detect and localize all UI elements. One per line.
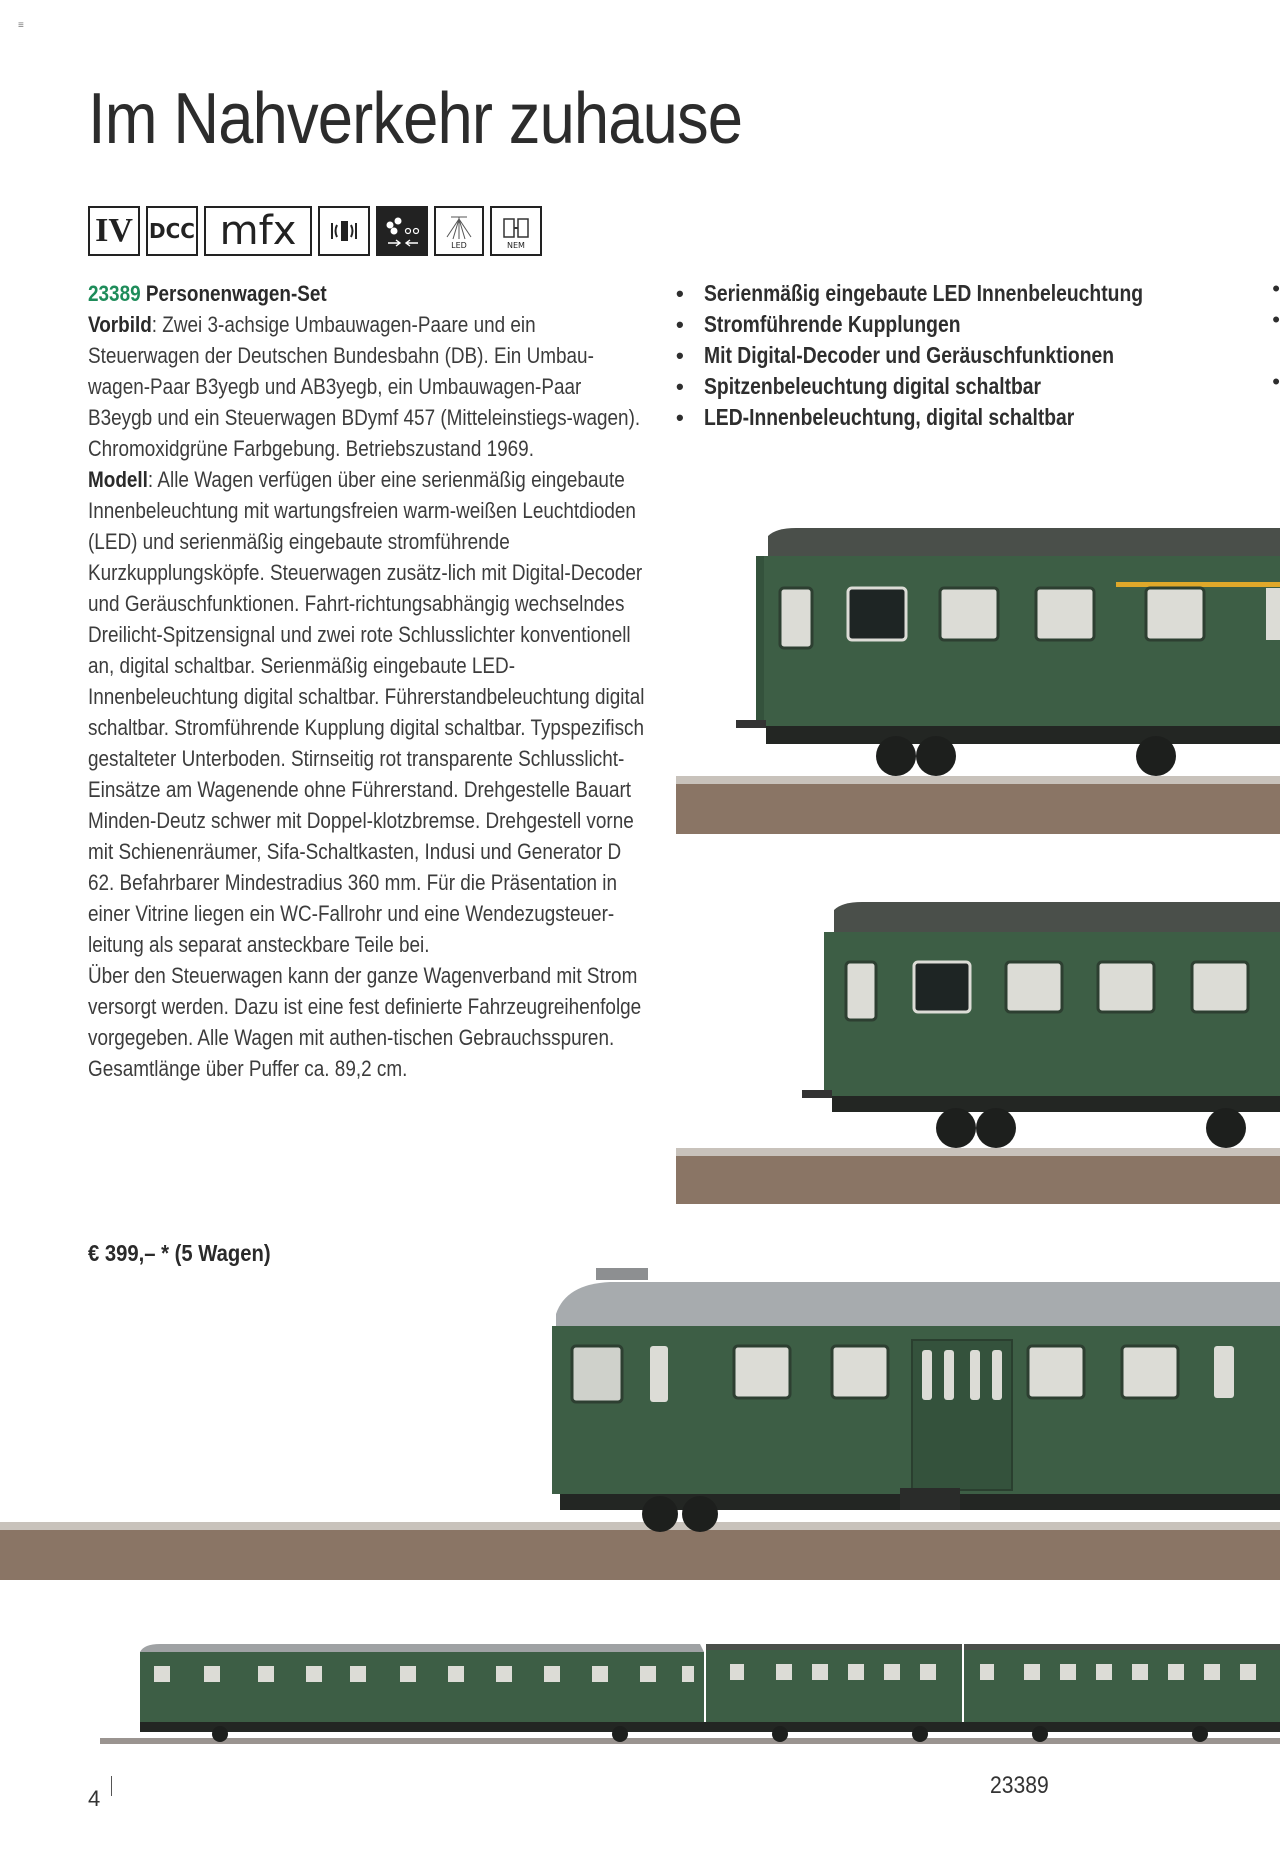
total-length: Gesamtlänge über Puffer ca. 89,2 cm. (88, 1056, 408, 1081)
feature-item: • LED-Innenbeleuchtung, digital schaltbar (676, 402, 1236, 433)
cutoff-bullet-icon: • (1272, 276, 1280, 301)
article-number: 23389 (88, 281, 141, 306)
feature-list (676, 278, 1236, 433)
led-lighting-icon (434, 206, 484, 256)
dcc-icon: DCC (146, 206, 198, 256)
footer-article-number: 23389 (990, 1772, 1049, 1799)
feature-item: • Stromführende Kupplungen (676, 309, 1236, 340)
vorbild-paragraph (88, 309, 647, 464)
light-function-icon (376, 206, 428, 256)
cutoff-bullet-icon: • (1272, 307, 1280, 332)
cutoff-bullet-icon: • (1272, 369, 1280, 394)
page-number-divider (111, 1776, 112, 1796)
bullet-icon: • (676, 281, 684, 306)
page-title: Im Nahverkehr zuhause (88, 79, 743, 159)
feature-item: • Serienmäßig eingebaute LED Innenbeleuchtung (676, 278, 1236, 309)
modell-label: Modell (88, 467, 148, 492)
mfx-icon: mfx (204, 206, 312, 256)
bullet-icon: • (676, 405, 684, 430)
nem-coupler-icon (490, 206, 542, 256)
product-name: Personenwagen-Set (145, 281, 327, 306)
power-supply-paragraph: Über den Steuerwagen kann der ganze Wagenverband mit Strom versorgt werden. Dazu ist eine fest definierte Fahrzeugreihenfolge vorgegeben. Alle Wagen mit authen-tischen Gebrauchsspuren. (88, 963, 642, 1050)
coach-image-umbauwagen-2 (676, 898, 1280, 1204)
bullet-icon: • (676, 374, 684, 399)
vorbild-label: Vorbild (88, 312, 152, 337)
product-description (88, 278, 648, 1084)
coach-image-umbauwagen-1 (676, 520, 1280, 834)
vorbild-text: : Zwei 3-achsige Umbauwagen-Paare und ein Steuerwagen der Deutschen Bundesbahn (DB). Ein Umbau-wagen-Paar B3yegb und AB3yegb, ein Umbauwagen-Paar B3eygb und ein Steuerwagen BDymf 457 (Mitteleinstiegs-wagen). Chromoxidgrüne Farbgebung. Betriebszustand 1969. (88, 312, 641, 461)
bullet-icon: • (676, 312, 684, 337)
product-heading (88, 278, 647, 309)
sound-icon (318, 206, 370, 256)
full-train-image (100, 1640, 1280, 1750)
price: € 399,– * (5 Wagen) (88, 1240, 271, 1266)
nem-icon-label: NEM (507, 240, 525, 250)
menu-icon[interactable]: ≡ (18, 20, 24, 31)
coach-image-steuerwagen (0, 1268, 1280, 1580)
page-number: 4 (88, 1786, 101, 1811)
modell-text: : Alle Wagen verfügen über eine serienmäßig eingebaute Innenbeleuchtung mit wartungsfreien warm-weißen Leuchtdioden (LED) und serienmäßig eingebaute stromführende Kurzkupplungsköpfe. Steuerwagen zusätz-lich mit Digital-Decoder und Geräuschfunktionen. Fahrt-richtungsabhängig wechselndes Dreilicht-Spitzensignal und zwei rote Schlusslichter konventionell an, digital schaltbar. Serienmäßig eingebaute LED-Innenbeleuchtung digital schaltbar. Führerstandbeleuchtung digital schaltbar. Stromführende Kupplung digital schaltbar. Typspezifisch gestalteter Unterboden. Stirnseitig rot transparente Schlusslicht-Einsätze am Wagenende ohne Führerstand. Drehgestelle Bauart Minden-Deutz schwer mit Doppel-klotzbremse. Drehgestell vorne mit Schienenräumer, Sifa-Schaltkasten, Indusi und Generator D 62. Befahrbarer Mindestradius 360 mm. Für die Präsentation in einer Vitrine liegen ein WC-Fallrohr und eine Wendezugsteuer-leitung als separat ansteckbare Teile bei. (88, 467, 645, 957)
bullet-icon: • (676, 343, 684, 368)
modell-paragraph (88, 464, 647, 960)
feature-icon-row (88, 206, 542, 256)
feature-item: • Spitzenbeleuchtung digital schaltbar (676, 371, 1236, 402)
led-icon-label: LED (451, 240, 467, 250)
epoch-iv-icon: IV (88, 206, 140, 256)
feature-item: • Mit Digital-Decoder und Geräuschfunktionen (676, 340, 1236, 371)
